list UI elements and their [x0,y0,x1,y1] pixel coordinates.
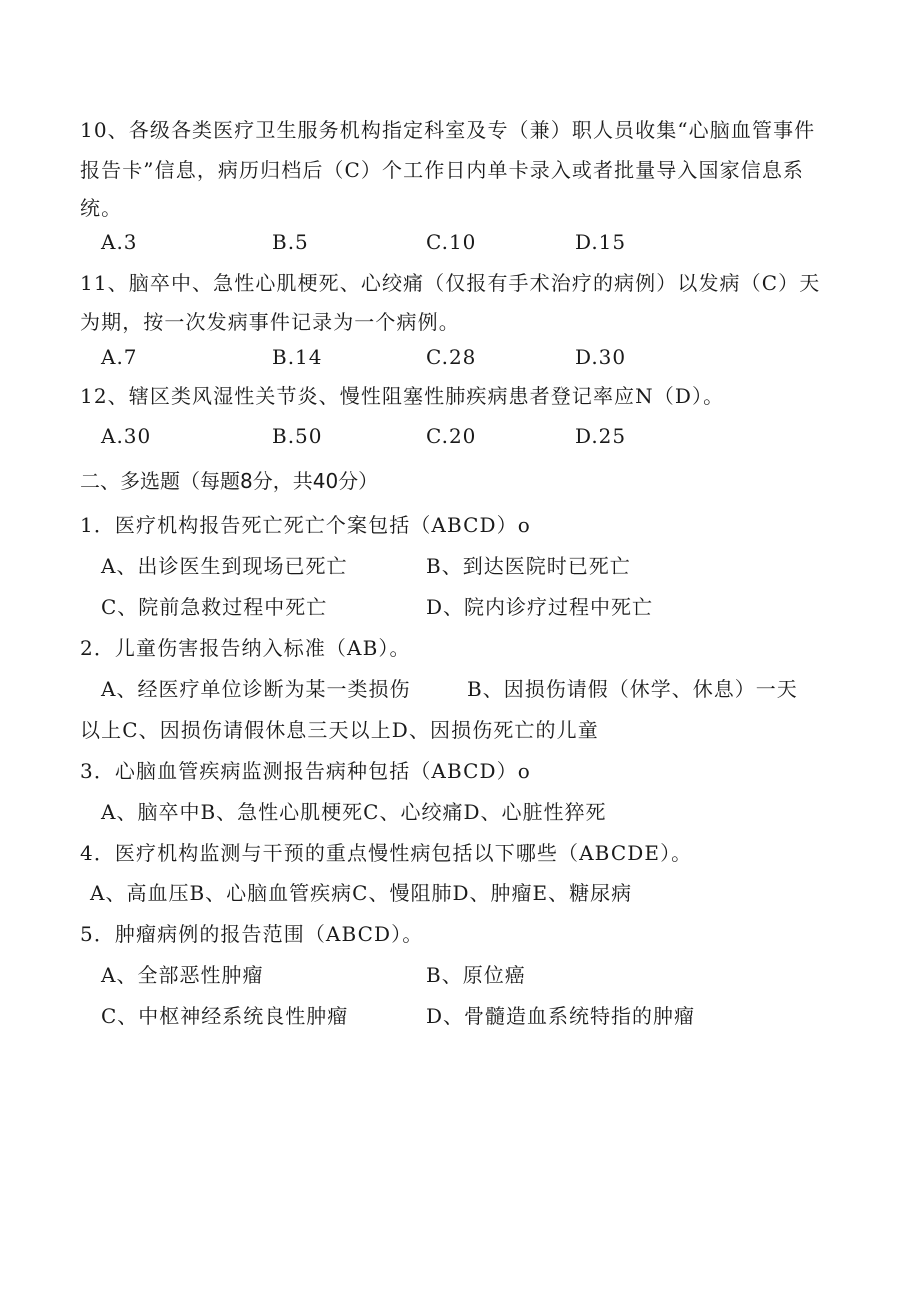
question-11-option-b: B.14 [272,345,323,369]
mc-5-option-c: C、中枢神经系统良性肿瘤 [101,1004,349,1028]
question-11-option-c: C.28 [426,345,477,369]
question-12-line-1: 12、辖区类风湿性关节炎、慢性阻塞性肺疾病患者登记率应N（D）。 [80,384,725,408]
question-10-option-b: B.5 [272,230,309,254]
mc-1-stem: 1．医疗机构报告死亡死亡个案包括（ABCD）o [80,513,531,537]
section-2-heading: 二、多选题（每题8分，共40分） [80,469,379,493]
question-12-option-d: D.25 [575,424,627,448]
question-12-option-b: B.50 [272,424,323,448]
mc-5-option-a: A、全部恶性肿瘤 [101,963,264,987]
question-10-line-1: 10、各级各类医疗卫生服务机构指定科室及专（兼）职人员收集“心脑血管事件 [80,118,816,142]
mc-2-option-a: A、经医疗单位诊断为某一类损伤 [101,677,411,701]
question-11-option-a: A.7 [101,345,138,369]
question-10-line-2: 报告卡”信息，病历归档后（C）个工作日内单卡录入或者批量导入国家信息系 [80,158,805,182]
question-12-option-c: C.20 [426,424,477,448]
question-11-line-2: 为期，按一次发病事件记录为一个病例。 [80,310,460,334]
mc-3-options: A、脑卒中B、急性心肌梗死C、心绞痛D、心脏性猝死 [101,800,607,824]
question-10-option-d: D.15 [575,230,627,254]
mc-3-stem: 3．心脑血管疾病监测报告病种包括（ABCD）o [80,759,531,783]
mc-1-option-b: B、到达医院时已死亡 [426,554,631,578]
mc-5-option-b: B、原位癌 [426,963,526,987]
mc-4-stem: 4．医疗机构监测与干预的重点慢性病包括以下哪些（ABCDE）。 [80,841,693,865]
mc-5-stem: 5．肿瘤病例的报告范围（ABCD）。 [80,922,424,946]
mc-1-option-d: D、院内诊疗过程中死亡 [426,595,654,619]
question-10-line-3: 统。 [80,196,123,220]
mc-1-option-c: C、院前急救过程中死亡 [101,595,328,619]
mc-2-options-continued: 以上C、因损伤请假休息三天以上D、因损伤死亡的儿童 [80,718,599,742]
question-10-option-c: C.10 [426,230,477,254]
question-11-option-d: D.30 [575,345,627,369]
mc-2-stem: 2．儿童伤害报告纳入标准（AB）。 [80,636,411,660]
mc-2-option-b: B、因损伤请假（休学、休息）一天 [467,677,798,701]
question-11-line-1: 11、脑卒中、急性心肌梗死、心绞痛（仅报有手术治疗的病例）以发病（C）天 [80,271,821,295]
mc-5-option-d: D、骨髓造血系统特指的肿瘤 [426,1004,696,1028]
mc-1-option-a: A、出诊医生到现场已死亡 [101,554,348,578]
question-12-option-a: A.30 [101,424,152,448]
question-10-option-a: A.3 [101,230,138,254]
mc-4-options: A、高血压B、心脑血管疾病C、慢阻肺D、肿瘤E、糖尿病 [90,881,633,905]
